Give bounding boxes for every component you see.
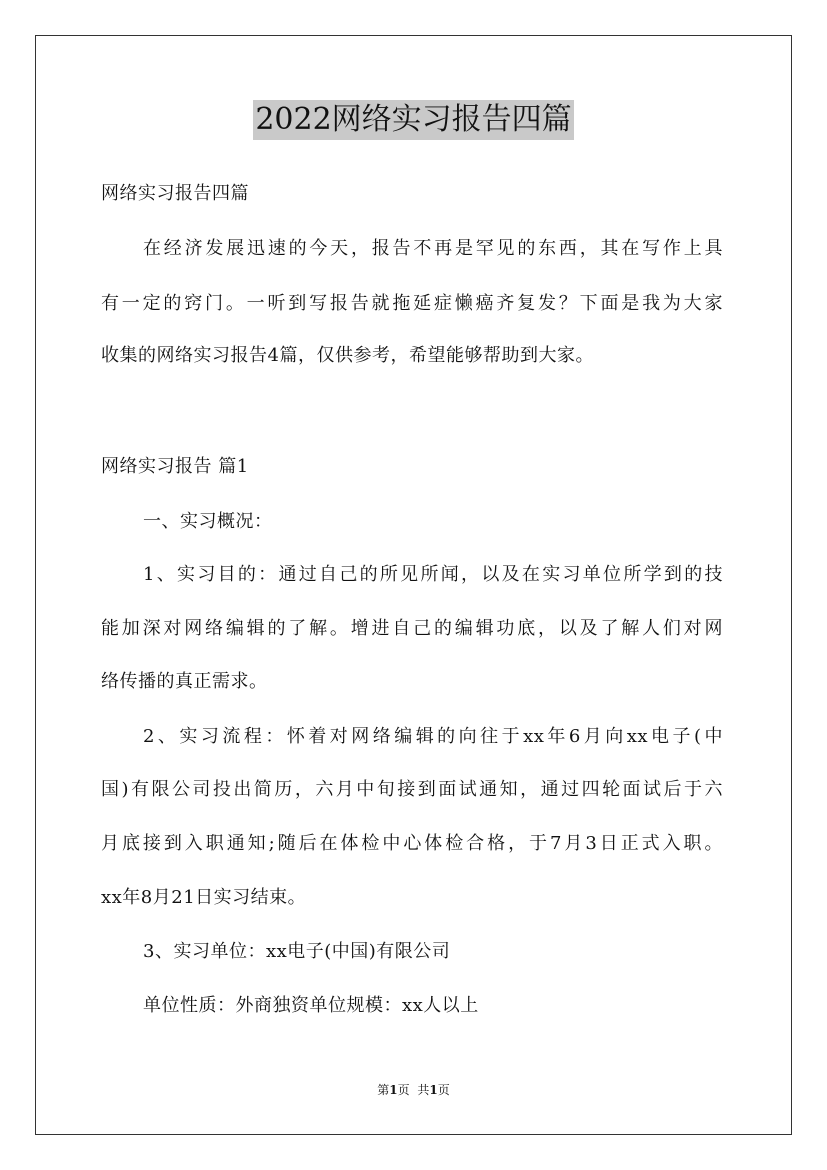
purpose-line-1: 1、实习目的：通过自己的所见所闻，以及在实习单位所学到的技 — [143, 564, 723, 585]
purpose-line-3: 络传播的真正需求。 — [101, 671, 268, 692]
total-unit: 页 — [437, 1083, 450, 1097]
process-line-3: 月底接到入职通知;随后在体检中心体检合格，于7月3日正式入职。 — [101, 833, 723, 854]
overview-heading: 一、实习概况： — [143, 511, 273, 532]
page-footer — [0, 1082, 827, 1098]
intro-line-1: 在经济发展迅速的今天，报告不再是罕见的东西，其在写作上具 — [143, 238, 723, 259]
unit-nature-line: 单位性质：外商独资单位规模：xx人以上 — [143, 995, 479, 1016]
page-prefix: 第 — [377, 1083, 390, 1097]
total-prefix: 共 — [417, 1083, 430, 1097]
section-heading: 网络实习报告 篇1 — [101, 456, 249, 477]
title-container — [0, 100, 827, 140]
purpose-line-2: 能加深对网络编辑的了解。增进自己的编辑功底，以及了解人们对网 — [101, 618, 723, 639]
process-line-1: 2、实习流程：怀着对网络编辑的向往于xx年6月向xx电子(中 — [143, 726, 723, 747]
process-line-4: xx年8月21日实习结束。 — [101, 887, 307, 908]
unit-line: 3、实习单位：xx电子(中国)有限公司 — [143, 941, 451, 962]
intro-line-2: 有一定的窍门。一听到写报告就拖延症懒癌齐复发？下面是我为大家 — [101, 293, 723, 314]
page-unit: 页 — [397, 1083, 410, 1097]
page-total: 1 — [429, 1083, 438, 1097]
process-line-2: 国)有限公司投出简历，六月中旬接到面试通知，通过四轮面试后于六 — [101, 779, 723, 800]
page-current: 1 — [389, 1083, 398, 1097]
document-title: 2022网络实习报告四篇 — [253, 100, 573, 140]
intro-line-3: 收集的网络实习报告4篇，仅供参考，希望能够帮助到大家。 — [101, 345, 594, 366]
subtitle: 网络实习报告四篇 — [101, 183, 249, 204]
